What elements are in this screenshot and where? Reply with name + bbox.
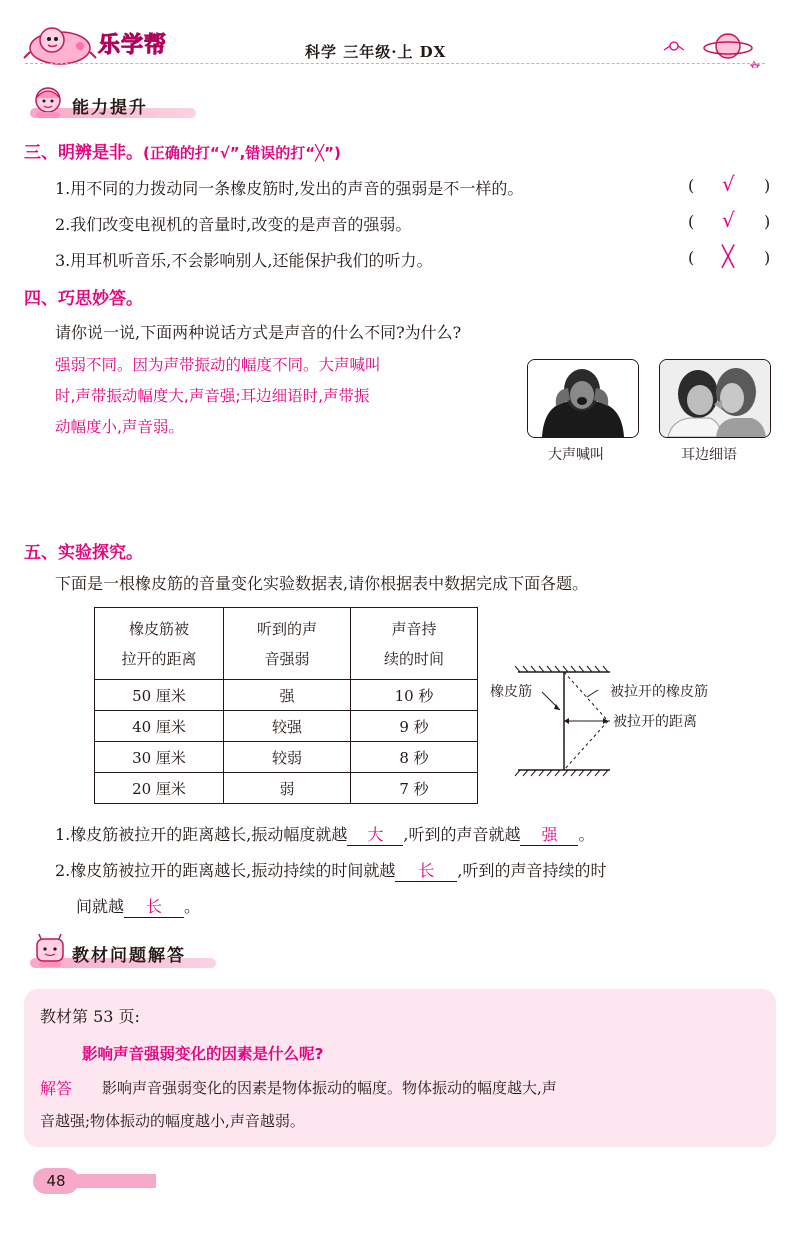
girl-avatar-icon — [28, 84, 68, 120]
q2-blank-1: 长 — [395, 858, 457, 882]
q1-blank-1: 大 — [347, 822, 403, 846]
ability-banner-title: 能力提升 — [72, 98, 148, 118]
section5-question-2-cont — [76, 894, 200, 918]
q2-blank-2: 长 — [124, 894, 184, 918]
header-duration-line-2: 续的时间 — [383, 649, 444, 668]
q2-text-4: 。 — [184, 897, 201, 916]
textbook-answer-label: 解答 — [40, 1079, 73, 1098]
paren-open-1: ( — [688, 176, 695, 195]
table-cell: 弱 — [224, 773, 351, 804]
shouting-child-photo-icon — [528, 360, 638, 437]
shouting-caption: 大声喊叫 — [548, 447, 604, 463]
section5-question-2 — [55, 858, 606, 882]
header-strength-line-2: 音强弱 — [264, 649, 310, 668]
subject-title: 科学 三年级·上 DX — [305, 43, 447, 61]
section4-heading: 四、巧思妙答。 — [24, 289, 143, 309]
table-cell: 9 秒 — [351, 711, 478, 742]
paren-close-2: ) — [764, 212, 771, 231]
paren-close-3: ) — [764, 248, 771, 267]
section3-note: (正确的打“√”,错误的打“╳”) — [143, 144, 341, 162]
q1-text-2: ,听到的声音就越 — [403, 825, 521, 844]
textbook-question: 影响声音强弱变化的因素是什么呢? — [82, 1045, 324, 1063]
brand-logo-text: 乐学帮 — [98, 33, 168, 58]
shouting-photo — [527, 359, 639, 438]
q2-text-2: ,听到的声音持续的时 — [457, 861, 607, 880]
header-distance-line-1: 橡皮筋被 — [128, 619, 189, 638]
section3-heading — [24, 138, 341, 163]
header-duration-line-1: 声音持 — [391, 619, 437, 638]
section4-answer-line-3: 动幅度小,声音弱。 — [55, 418, 184, 436]
section5-heading: 五、实验探究。 — [24, 543, 143, 563]
section3-item-2: 2.我们改变电视机的音量时,改变的是声音的强弱。 — [55, 215, 412, 234]
book-mascot-icon — [30, 933, 70, 969]
section3-heading-text: 三、明辨是非。 — [24, 143, 143, 163]
table-cell: 50 厘米 — [95, 680, 224, 711]
answer-mark-1: √ — [722, 172, 735, 196]
mascot-icon — [22, 18, 98, 68]
q2-text-3: 间就越 — [76, 897, 125, 916]
paren-open-2: ( — [688, 212, 695, 231]
section3-item-1: 1.用不同的力拨动同一条橡皮筋时,发出的声音的强弱是不一样的。 — [55, 179, 524, 198]
section4-question: 请你说一说,下面两种说话方式是声音的什么不同?为什么? — [55, 323, 462, 342]
table-cell: 强 — [224, 680, 351, 711]
label-stretched-band: 被拉开的橡皮筋 — [610, 684, 708, 700]
whispering-children-photo-icon — [660, 360, 770, 437]
label-stretch-distance: 被拉开的距离 — [613, 714, 697, 730]
section4-answer-line-2: 时,声带振动幅度大,声音强;耳边细语时,声带振 — [55, 387, 370, 405]
table-row — [95, 742, 478, 773]
paren-close-1: ) — [764, 176, 771, 195]
q1-text-3: 。 — [578, 825, 595, 844]
q2-text-1: 2.橡皮筋被拉开的距离越长,振动持续的时间就越 — [55, 861, 396, 880]
textbook-page-ref: 教材第 53 页: — [40, 1007, 140, 1026]
table-cell: 较弱 — [224, 742, 351, 773]
q1-blank-2: 强 — [520, 822, 578, 846]
header-distance-line-2: 拉开的距离 — [121, 649, 197, 668]
table-header-strength — [224, 608, 351, 680]
table-row — [95, 680, 478, 711]
q1-text-1: 1.橡皮筋被拉开的距离越长,振动幅度就越 — [55, 825, 348, 844]
paren-open-3: ( — [688, 248, 695, 267]
table-row — [95, 773, 478, 804]
textbook-answer-line-2: 音越强;物体振动的幅度越小,声音越弱。 — [40, 1112, 305, 1130]
page-number-bar — [70, 1174, 156, 1188]
header-divider — [25, 63, 765, 64]
section5-question-1 — [55, 822, 594, 846]
section4-answer — [55, 350, 525, 443]
page-header — [0, 0, 800, 80]
header-strength-line-1: 听到的声 — [256, 619, 317, 638]
data-table-wrapper — [94, 607, 478, 804]
textbook-banner-title: 教材问题解答 — [72, 946, 186, 966]
table-header-distance — [95, 608, 224, 680]
table-cell: 8 秒 — [351, 742, 478, 773]
page-number: 48 — [33, 1168, 79, 1194]
table-cell: 10 秒 — [351, 680, 478, 711]
table-cell: 30 厘米 — [95, 742, 224, 773]
whispering-caption: 耳边细语 — [681, 447, 737, 463]
table-cell: 20 厘米 — [95, 773, 224, 804]
whispering-photo — [659, 359, 771, 438]
section5-intro: 下面是一根橡皮筋的音量变化实验数据表,请你根据表中数据完成下面各题。 — [55, 574, 589, 593]
section3-item-3: 3.用耳机听音乐,不会影响别人,还能保护我们的听力。 — [55, 251, 433, 270]
table-cell: 7 秒 — [351, 773, 478, 804]
table-header-row — [95, 608, 478, 680]
table-cell: 较强 — [224, 711, 351, 742]
textbook-answer-line-1: 影响声音强弱变化的因素是物体振动的幅度。物体振动的幅度越大,声 — [102, 1079, 557, 1097]
planet-icon — [660, 28, 760, 68]
answer-mark-3: ╳ — [722, 244, 735, 268]
label-rubber-band: 橡皮筋 — [490, 684, 532, 700]
data-table — [94, 607, 478, 804]
answer-mark-2: √ — [722, 208, 735, 232]
table-cell: 40 厘米 — [95, 711, 224, 742]
table-row — [95, 711, 478, 742]
section4-answer-line-1: 强弱不同。因为声带振动的幅度不同。大声喊叫 — [55, 356, 381, 374]
table-header-duration — [351, 608, 478, 680]
